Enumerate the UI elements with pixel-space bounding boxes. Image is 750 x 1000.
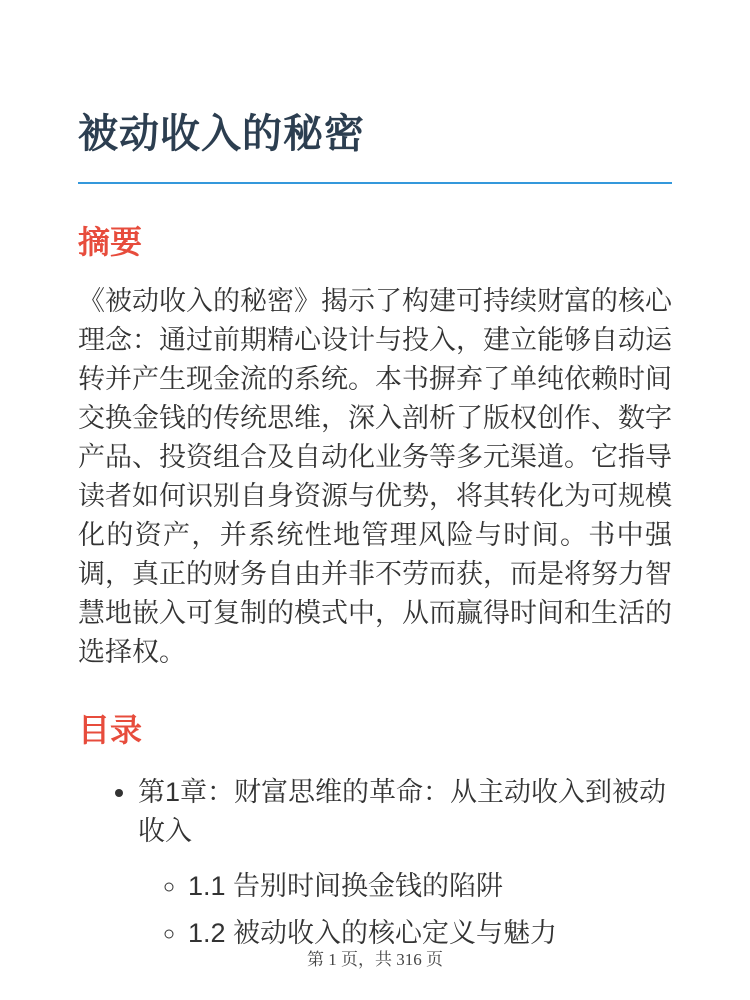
summary-heading: 摘要	[78, 224, 143, 260]
toc-section-item: ◦ 1.1 告别时间换金钱的陷阱	[188, 867, 672, 906]
toc-sublist	[138, 867, 672, 953]
page-number-indicator: 第 1 页，共 316 页	[307, 950, 443, 969]
toc-chapter-label: 第1章：财富思维的革命：从主动收入到被动收入	[138, 777, 667, 847]
toc-chapter-item	[138, 773, 672, 953]
toc-heading: 目录	[78, 711, 143, 748]
toc-section-item: ◦ 1.2 被动收入的核心定义与魅力	[188, 914, 672, 953]
book-title: 被动收入的秘密	[78, 112, 365, 156]
toc-list	[78, 773, 672, 953]
summary-paragraph: 《被动收入的秘密》揭示了构建可持续财富的核心理念：通过前期精心设计与投入，建立能够自动运转并产生现金流的系统。本书摒弃了单纯依赖时间交换金钱的传统思维，深入剖析了版权创作、数字产品、投资组合及自动化业务等多元渠道。它指导读者如何识别自身资源与优势，将其转化为可规模化的资产，并系统性地管理风险与时间。书中强调，真正的财务自由并非不劳而获，而是将努力智慧地嵌入可复制的模式中，从而赢得时间和生活的选择权。	[78, 285, 672, 667]
title-divider	[78, 182, 672, 184]
